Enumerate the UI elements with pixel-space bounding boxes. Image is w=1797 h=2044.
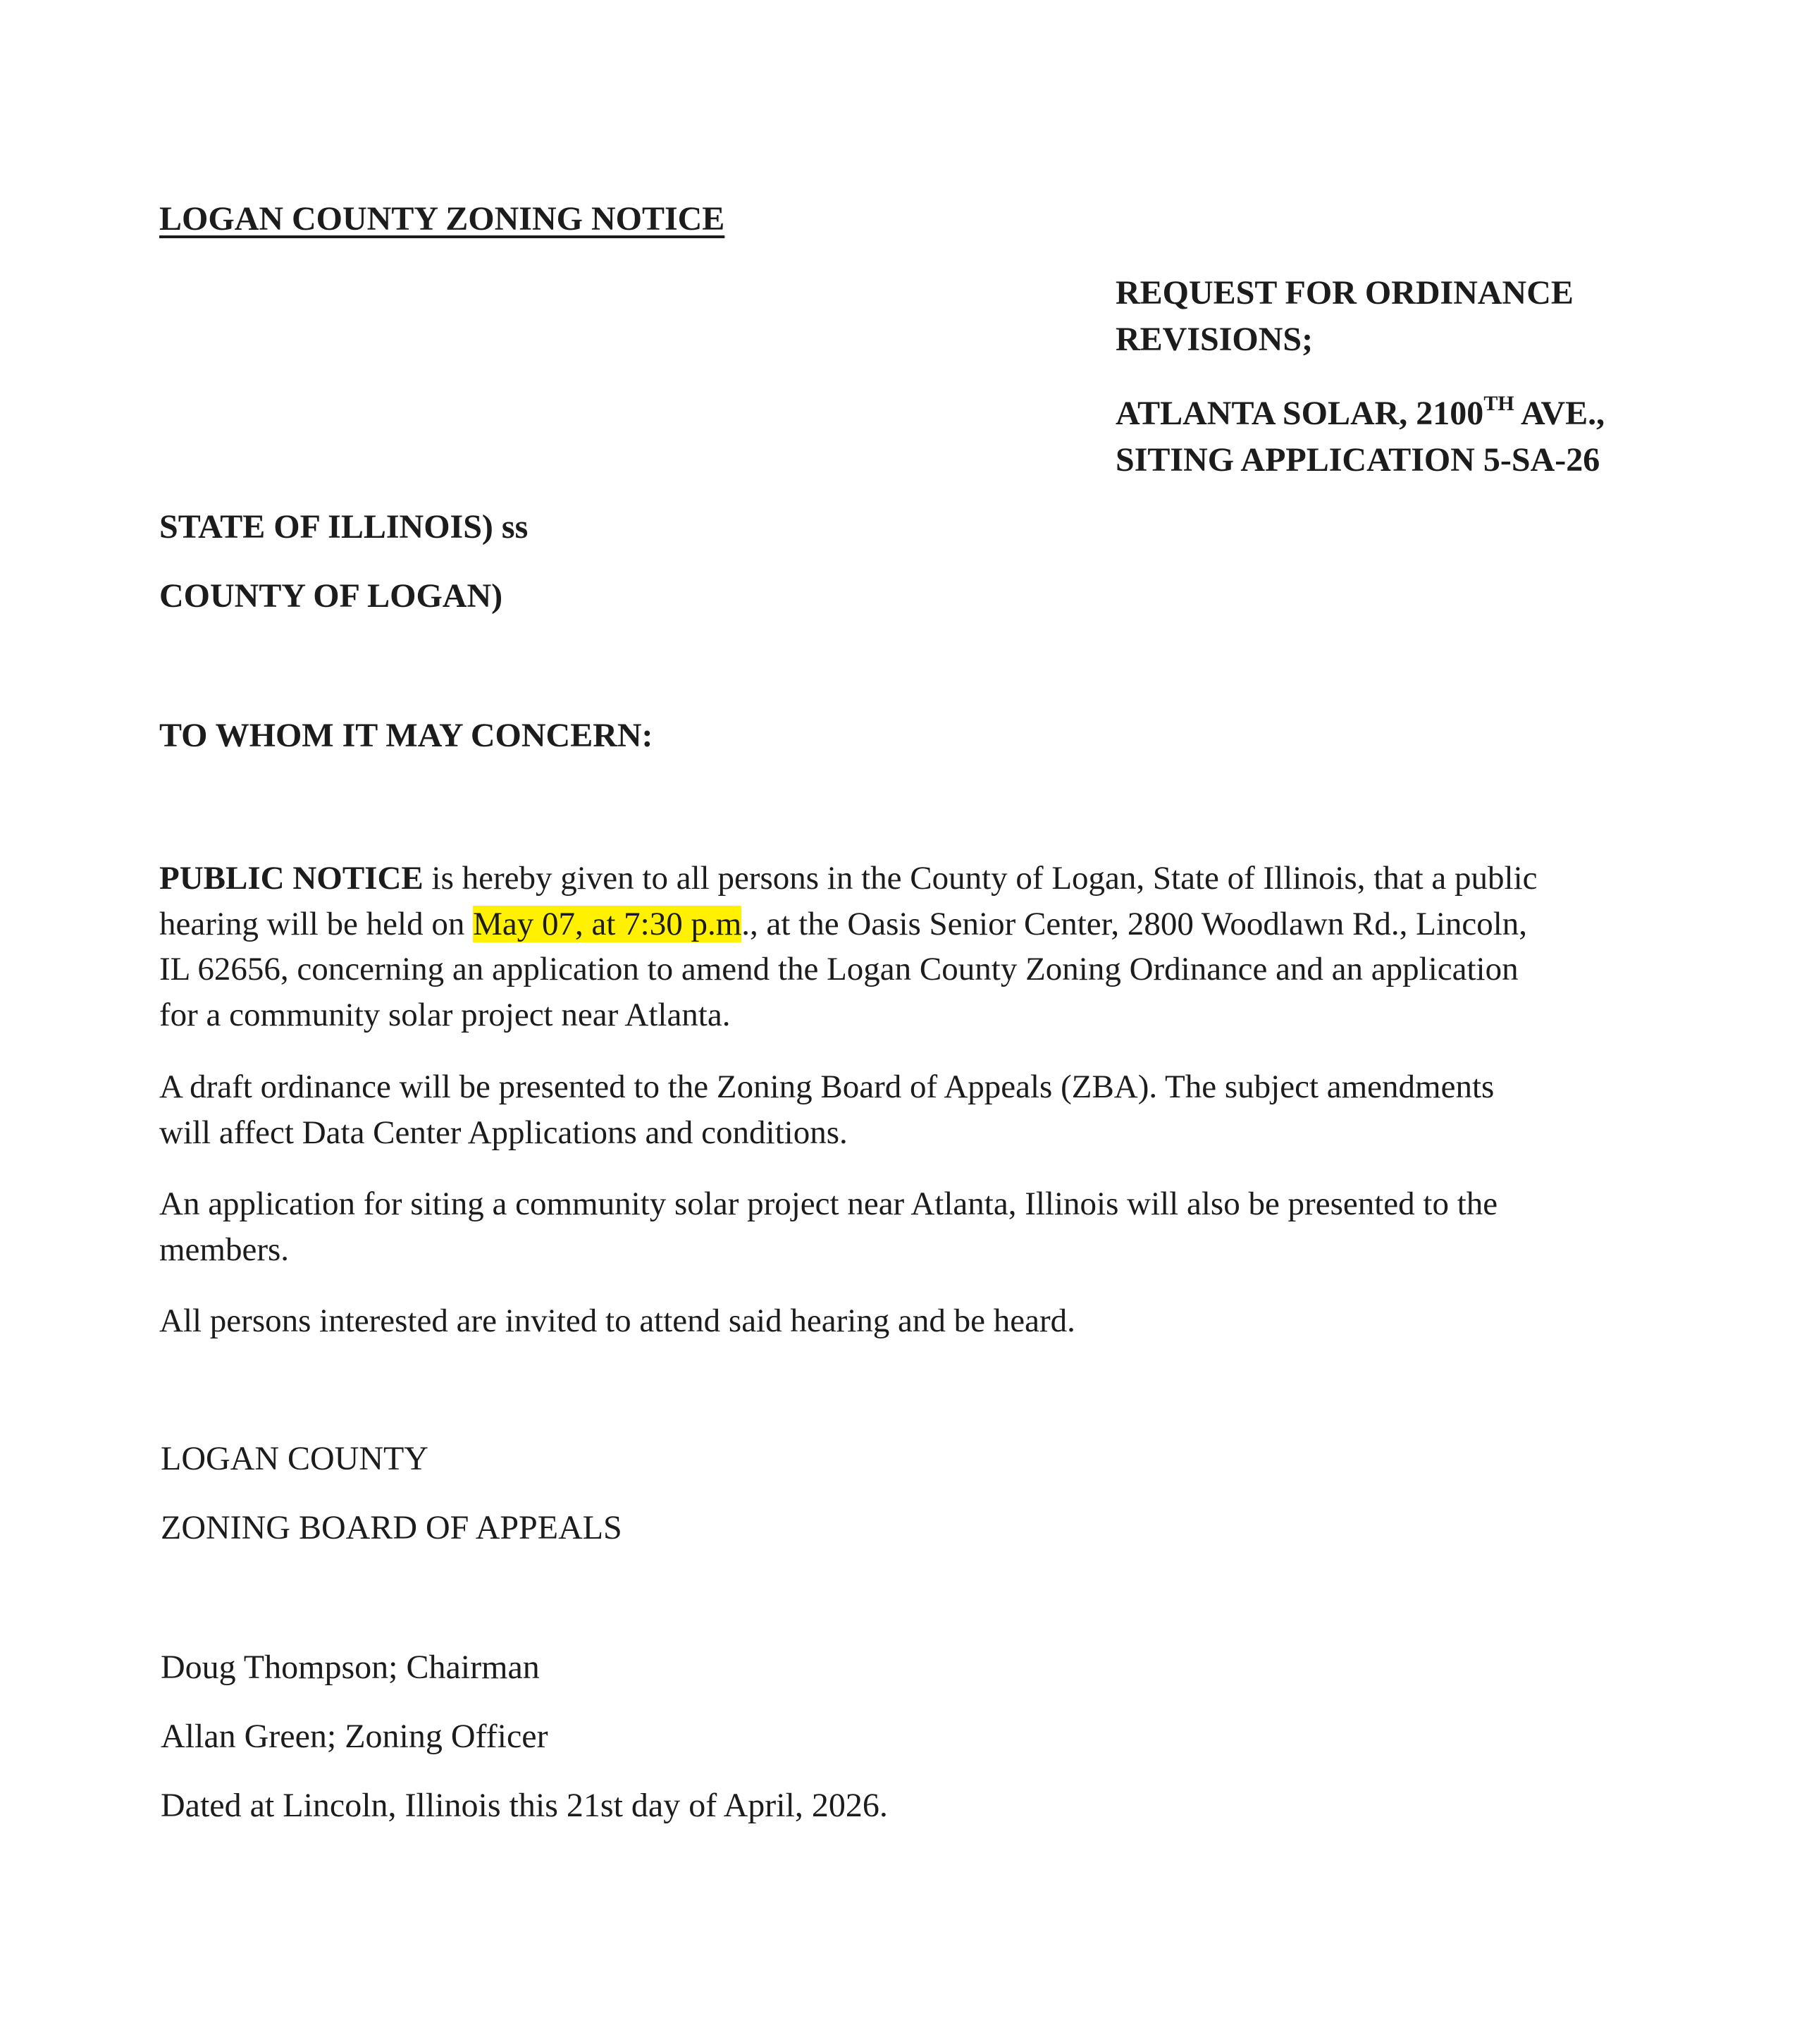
venue-state: STATE OF ILLINOIS) ss (159, 508, 529, 546)
signature-org-line2: ZONING BOARD OF APPEALS (161, 1509, 622, 1546)
public-notice-line1-text: is hereby given to all persons in the County of Logan, State of Illinois, that a public (423, 860, 1538, 897)
siting-application-paragraph (159, 1181, 1646, 1272)
request-heading-line2: REVISIONS; (1116, 321, 1314, 358)
invitation-paragraph (159, 1298, 1646, 1344)
solar-heading (1116, 390, 1750, 484)
solar-heading-superscript: TH (1483, 392, 1514, 415)
signature-chairman: Doug Thompson; Chairman (161, 1649, 540, 1686)
public-notice-line2 (159, 901, 1646, 947)
draft-ordinance-paragraph (159, 1064, 1646, 1155)
solar-heading-address: ATLANTA SOLAR, 2100 (1116, 395, 1484, 432)
public-notice-paragraph (159, 856, 1646, 1038)
hearing-date-highlight: May 07, at 7:30 p.m (473, 905, 742, 942)
public-notice-line2-post: ., at the Oasis Senior Center, 2800 Woodlawn Rd., Lincoln, (741, 905, 1528, 942)
public-notice-line1 (159, 856, 1646, 901)
solar-heading-line2: SITING APPLICATION 5-SA-26 (1116, 441, 1600, 479)
dated-line: Dated at Lincoln, Illinois this 21st day of April, 2026. (161, 1787, 888, 1824)
notice-title: LOGAN COUNTY ZONING NOTICE (159, 200, 725, 238)
venue-county: COUNTY OF LOGAN) (159, 577, 503, 615)
invitation-line: All persons interested are invited to attend said hearing and be heard. (159, 1303, 1075, 1339)
public-notice-line2-pre: hearing will be held on (159, 905, 474, 942)
draft-ordinance-line1: A draft ordinance will be presented to the Zoning Board of Appeals (ZBA). The subject amendments (159, 1069, 1495, 1105)
request-heading (1116, 270, 1750, 363)
solar-heading-address-suffix: AVE., (1514, 395, 1605, 432)
public-notice-line4: for a community solar project near Atlanta. (159, 996, 731, 1033)
draft-ordinance-line2: will affect Data Center Applications and conditions. (159, 1114, 848, 1151)
siting-application-line2: members. (159, 1231, 290, 1268)
solar-heading-line1 (1116, 390, 1750, 437)
signature-zoning-officer: Allan Green; Zoning Officer (161, 1718, 548, 1755)
siting-application-line1: An application for siting a community solar project near Atlanta, Illinois will also be presented to the (159, 1186, 1498, 1222)
public-notice-line3: IL 62656, concerning an application to amend the Logan County Zoning Ordinance and an application (159, 951, 1519, 987)
signature-org-line1: LOGAN COUNTY (161, 1440, 428, 1477)
public-notice-lead: PUBLIC NOTICE (159, 860, 424, 897)
request-heading-line1: REQUEST FOR ORDINANCE (1116, 274, 1574, 312)
salutation: TO WHOM IT MAY CONCERN: (159, 717, 653, 754)
